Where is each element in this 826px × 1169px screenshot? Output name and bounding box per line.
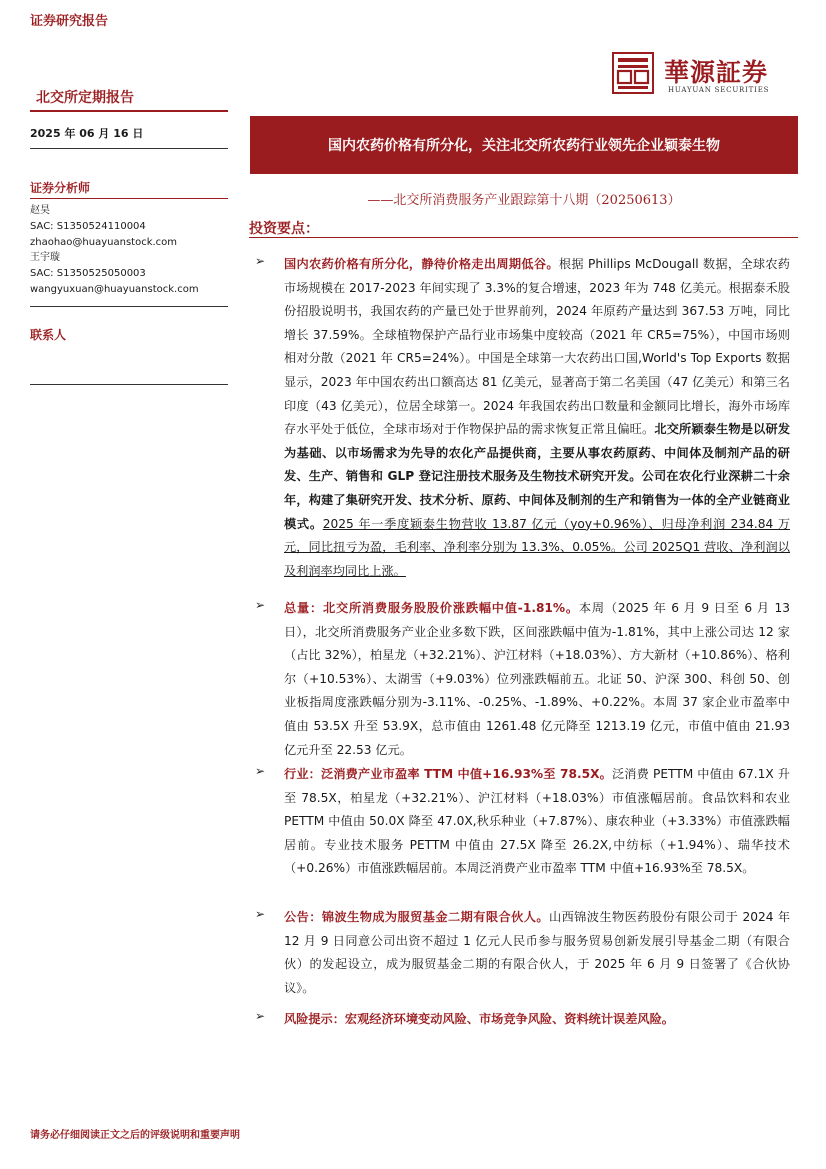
bullet-lead: 行业：泛消费产业市盈率 TTM 中值+16.93%至 78.5X。 [284, 767, 612, 781]
bullet-item [250, 906, 798, 1001]
report-title [250, 116, 798, 174]
bullet-item [250, 597, 798, 757]
bullet-item [250, 763, 798, 901]
doc-type-label: 证券研究报告 [30, 14, 109, 29]
report-subtitle: ——北交所消费服务产业跟踪第十八期（20250613） [367, 193, 681, 208]
bullet-arrow-icon: ➢ [255, 764, 266, 778]
date-divider [30, 148, 228, 149]
huayuan-emblem-icon [612, 52, 654, 94]
bullet-arrow-icon: ➢ [255, 1009, 266, 1023]
brand-name-en: HUAYUAN SECURITIES [668, 86, 770, 94]
bullet-text [284, 906, 790, 1000]
bullet-lead: 公告：锦波生物成为服贸基金二期有限合伙人。 [284, 910, 549, 924]
bullet-arrow-icon: ➢ [255, 254, 266, 268]
report-date: 2025 年 06 月 16 日 [30, 127, 144, 140]
analyst-email[interactable]: zhaohao@huayuanstock.com [30, 236, 178, 248]
analyst-heading: 证券分析师 [30, 181, 91, 195]
bullet-text [284, 597, 790, 762]
analyst-name: 赵昊 [30, 205, 50, 216]
analyst-name: 王宇璇 [30, 252, 60, 264]
analyst-sac: SAC: S1350525050003 [30, 268, 146, 280]
bullet-text [284, 1008, 790, 1032]
bullet-item [250, 253, 798, 593]
contact-heading: 联系人 [30, 328, 67, 342]
bullet-arrow-icon: ➢ [255, 907, 266, 921]
section-divider [249, 237, 798, 238]
report-type-divider [30, 110, 228, 112]
bullet-body: 根据 Phillips McDougall 数据，全球农药市场规模在 2017-2023 年间实现了 3.3%的复合增速，2023 年为 748 亿美元。根据泰禾股份招股说明书，我国农药的产量已处于世界前列，2024 年原药产量达到 367.53 万吨，同比增长 37.59%。全球植物保护产品行业市场集中度较高（2021 年 CR5=75%），中国市场则相对分散（2021 年 CR5=24%）。中国是全球第一大农药出口国,World's Top Exports 数据显示，2023 年中国农药出口额高达 81 亿美元，显著高于第二名美国（47 亿美元）和第三名印度（43 亿美元），位居全球第一。2024 年我国农药出口数量和金额同比增长，海外市场库存水平处于低位，全球市场对于作物保护品的需求恢复正常且偏旺。 [284, 257, 791, 437]
report-type-label: 北交所定期报告 [36, 90, 134, 106]
bullet-text [284, 253, 790, 583]
bullet-item [250, 1008, 798, 1036]
bullet-body: 泛消费 PETTM 中值由 67.1X 升至 78.5X，柏星龙（+32.21%）、沪江材料（+18.03%）市值涨幅居前。食品饮料和农业 PETTM 中值由 50.0X 降至 47.0X,秋乐种业（+7.87%）、康农种业（+3.33%）市值涨跌幅居前。专业技术服务 PETTM 中值由 27.5X 降至 26.2X,中纺标（+1.94%）、瑞华技术（+0.26%）市值涨跌幅居前。本周泛消费产业市盈率 TTM 中值+16.93%至 78.5X。 [284, 767, 790, 876]
bullet-text [284, 763, 790, 881]
bullet-body: 本周（2025 年 6 月 9 日至 6 月 13 日），北交所消费服务产业企业多数下跌，区间涨跌幅中值为-1.81%，其中上涨公司达 12 家（占比 32%），柏星龙（+32.21%）、沪江材料（+18.03%）、方大新材（+10.86%）、格利尔（+10.53%）、太湖雪（+9.03%）位列涨跌幅前五。北证 50、沪深 300、科创 50、创业板指周度涨跌幅分别为-3.11%、-0.25%、-1.89%、+0.22%。本周 37 家企业市盈率中值由 53.5X 升至 53.9X，总市值由 1261.48 亿元降至 1213.19 亿元，市值中值由 21.93 亿元升至 22.53 亿元。 [284, 601, 791, 757]
analyst-divider [30, 306, 228, 307]
footer-disclaimer: 请务必仔细阅读正文之后的评级说明和重要声明 [30, 1130, 240, 1141]
contact-divider [30, 384, 228, 385]
bullet-lead: 国内农药价格有所分化，静待价格走出周期低谷。 [284, 257, 559, 271]
brand-name-cn: 華源証券 [664, 58, 769, 87]
bullet-arrow-icon: ➢ [255, 598, 266, 612]
analyst-sac: SAC: S1350524110004 [30, 220, 146, 232]
report-title-text: 国内农药价格有所分化，关注北交所农药行业领先企业颖泰生物 [328, 138, 720, 154]
bullet-underline: 2025 年一季度颖泰生物营收 13.87 亿元（yoy+0.96%）、归母净利润 234.84 万元，同比扭亏为盈，毛利率、净利率分别为 13.3%、0.05%。公司 2025Q1 营收、净利润以及利润率均同比上涨。 [284, 516, 791, 578]
bullet-body: 山西锦波生物医药股份有限公司于 2024 年 12 月 9 日同意公司出资不超过 1 亿元人民币参与服务贸易创新发展引导基金二期（有限合伙）的发起设立，成为服贸基金二期的有限合伙人，于 2025 年 6 月 9 日签署了《合伙协议》。 [284, 910, 791, 995]
bullet-bold: 北交所颖泰生物是以研发为基础、以市场需求为先导的农化产品提供商，主要从事农药原药、中间体及制剂产品的研发、生产、销售和 GLP 登记注册技术服务及生物技术研究开发。公司在农化行业深耕二十余年，构建了集研究开发、技术分析、原药、中间体及制剂的生产和销售为一体的全产业链商业模式。 [284, 422, 791, 531]
analyst-heading-divider [30, 198, 228, 199]
section-label: 投资要点： [249, 221, 319, 237]
bullet-lead: 总量：北交所消费服务股股价涨跌幅中值-1.81%。 [284, 601, 579, 615]
bullet-lead: 风险提示：宏观经济环境变动风险、市场竞争风险、资料统计误差风险。 [284, 1012, 674, 1026]
analyst-block [30, 179, 228, 298]
brand-logo [612, 52, 792, 98]
analyst-email[interactable]: wangyuxuan@huayuanstock.com [30, 283, 199, 295]
